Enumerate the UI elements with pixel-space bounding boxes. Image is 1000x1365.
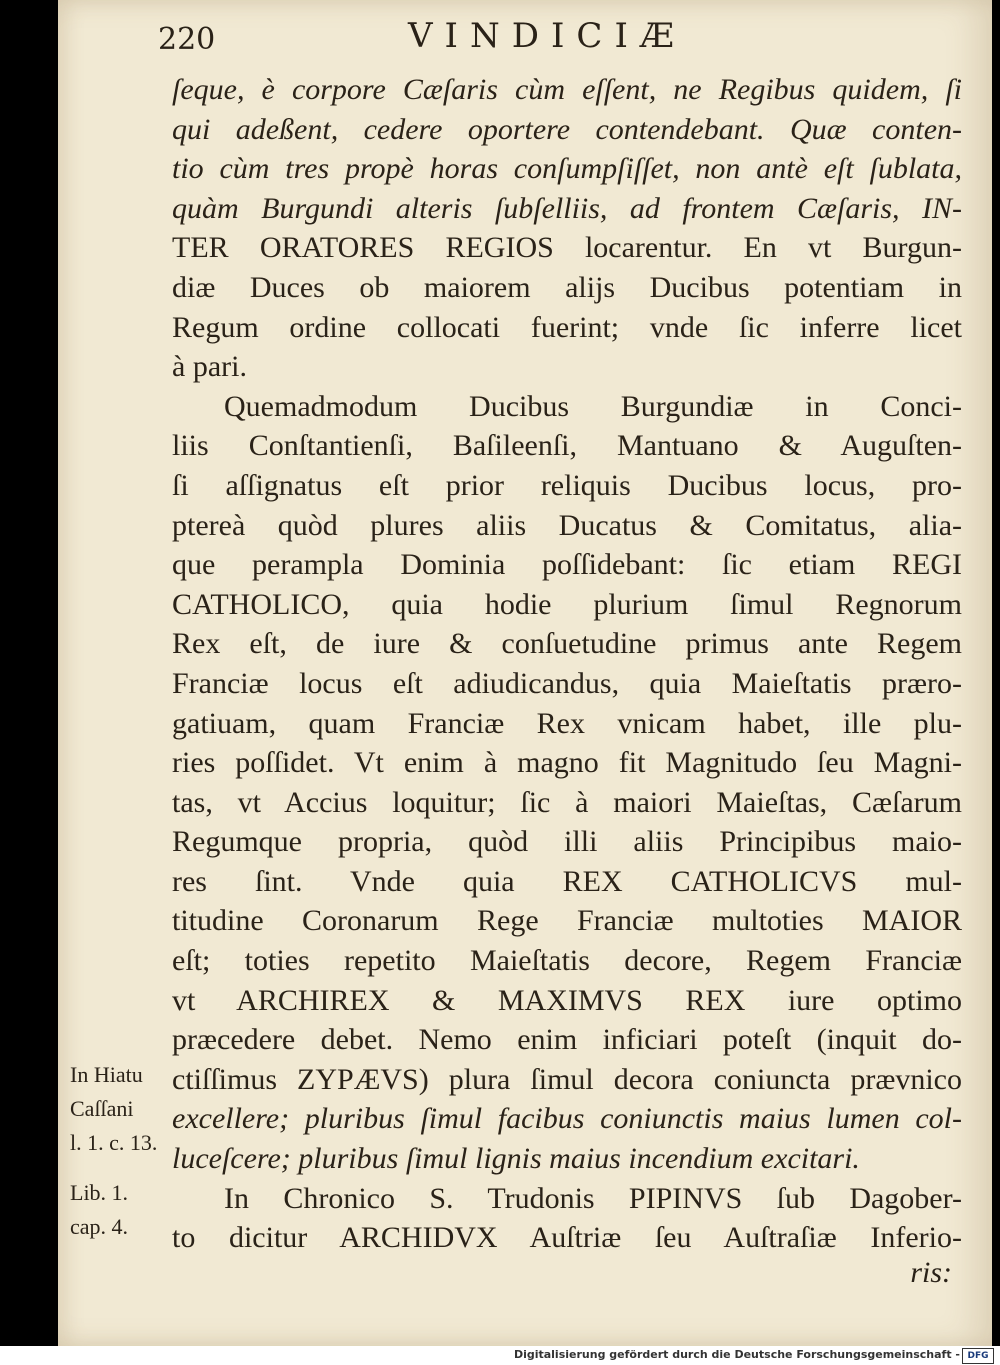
margin-note-line: Lib. 1.	[70, 1180, 129, 1205]
text-line: TER ORATORES REGIOS locarentur. En vt Burgun-	[172, 231, 962, 265]
page-header	[158, 16, 958, 66]
text-line: ſeque, è corpore Cæſaris cùm eſſent, ne Regibus quidem, ſi	[172, 73, 962, 106]
text-line: eſt; toties repetito Maieſtatis decore, Regem Franciæ	[172, 944, 962, 978]
margin-note-line: Caſſani	[70, 1096, 134, 1121]
text-line: Regum ordine collocati fuerint; vnde ſic inferre licet	[172, 310, 962, 344]
text-line: Regumque propria, quòd illi aliis Principibus maio-	[172, 825, 962, 859]
margin-note-line: l. 1. c. 13.	[70, 1130, 158, 1155]
text-line: quàm Burgundi alteris ſubſelliis, ad frontem Cæſaris, IN-	[172, 191, 962, 225]
text-line: vt ARCHIREX & MAXIMVS REX iure optimo	[172, 983, 962, 1017]
text-line: ctiſſimus ZYPÆVS) plura ſimul decora coniuncta prævnico	[172, 1062, 962, 1096]
text-line: excellere; pluribus ſimul facibus coniunctis maius lumen col-	[172, 1102, 962, 1136]
page-number: 220	[158, 22, 216, 57]
text-line: ſi aſſignatus eſt prior reliquis Ducibus locus, pro-	[172, 468, 962, 502]
footer-bar	[0, 1346, 1000, 1365]
text-line: tio cùm tres propè horas conſumpſiſſet, non antè eſt ſublata,	[172, 152, 962, 186]
dfg-logo: DFG	[962, 1348, 994, 1364]
footer-credit: Digitalisierung gefördert durch die Deutsche Forschungsgemeinschaft -	[513, 1348, 960, 1361]
text-line: Rex eſt, de iure & conſuetudine primus ante Regem	[172, 627, 962, 661]
margin-notes	[70, 1058, 170, 1244]
text-line: tas, vt Accius loquitur; ſic à maiori Maieſtas, Cæſarum	[172, 785, 962, 819]
text-line: præcedere debet. Nemo enim inficiari poteſt (inquit do-	[172, 1023, 962, 1057]
text-line: CATHOLICO, quia hodie plurium ſimul Regnorum	[172, 587, 962, 621]
text-line: ries poſſidet. Vt enim à magno fit Magnitudo ſeu Magni-	[172, 746, 962, 780]
text-line: to dicitur ARCHIDVX Auſtriæ ſeu Auſtraſiæ Inferio-	[172, 1221, 962, 1255]
margin-note-line: cap. 4.	[70, 1214, 129, 1239]
text-line: à pari.	[172, 350, 247, 384]
body-text	[172, 70, 962, 1258]
text-line: diæ Duces ob maiorem alijs Ducibus potentiam in	[172, 270, 962, 304]
text-line: gatiuam, quam Franciæ Rex vnicam habet, ille plu-	[172, 706, 962, 740]
text-line: luceſcere; pluribus ſimul lignis maius incendium excitari.	[172, 1142, 860, 1176]
text-line: liis Conſtantienſi, Baſileenſi, Mantuano & Auguſten-	[172, 429, 962, 463]
running-title: VINDICIÆ	[408, 16, 686, 56]
catchword: ris:	[910, 1256, 952, 1289]
text-line: titudine Coronarum Rege Franciæ multoties MAIOR	[172, 904, 962, 938]
margin-note-line: In Hiatu	[70, 1062, 143, 1087]
text-line: que perampla Dominia poſſidebant: ſic etiam REGI	[172, 548, 962, 582]
text-line: qui adeßent, cedere oportere contendebant. Quæ conten-	[172, 112, 962, 146]
text-line: ptereà quòd plures aliis Ducatus & Comitatus, alia-	[172, 508, 962, 542]
text-line: Quemadmodum Ducibus Burgundiæ in Conci-	[224, 389, 962, 423]
book-page	[58, 0, 992, 1346]
text-line: res ſint. Vnde quia REX CATHOLICVS mul-	[172, 864, 962, 898]
text-line: In Chronico S. Trudonis PIPINVS ſub Dagober-	[224, 1181, 962, 1215]
text-line: Franciæ locus eſt adiudicandus, quia Maieſtatis prærо-	[172, 666, 962, 700]
